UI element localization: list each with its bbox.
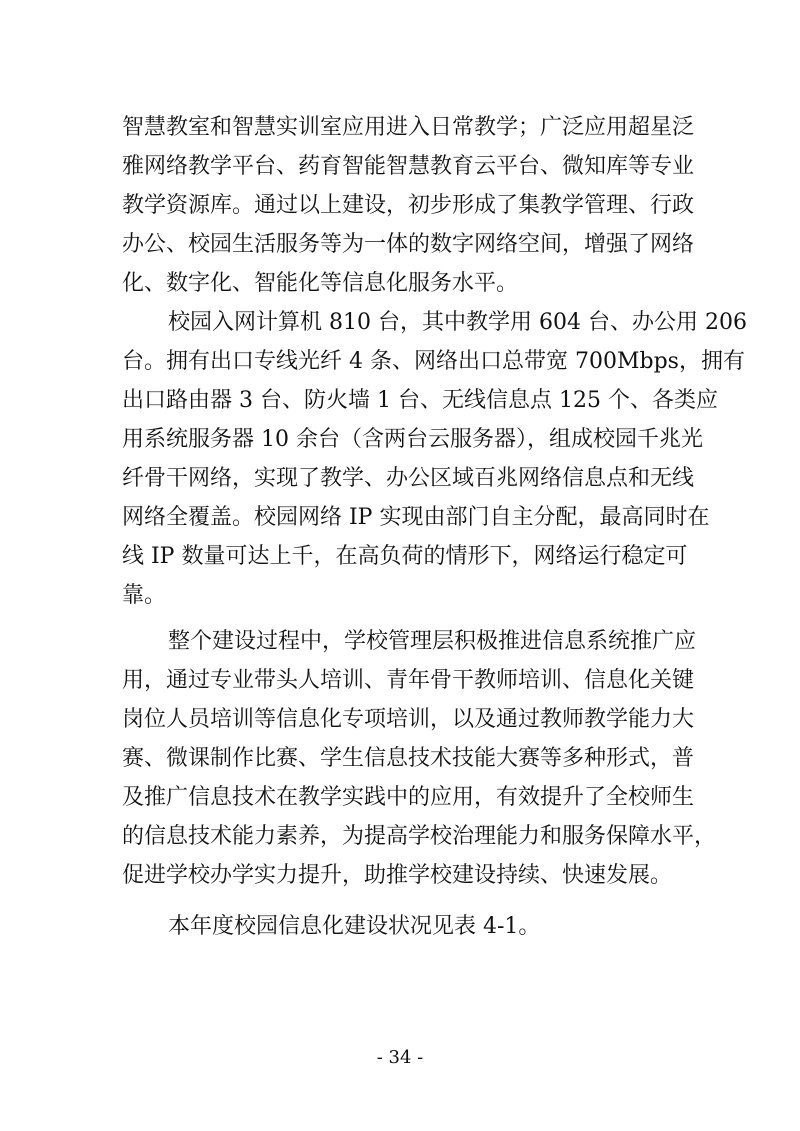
text-line: 本年度校园信息化建设状况见表 4-1。 xyxy=(168,914,541,939)
text-line: 的信息技术能力素养，为提高学校治理能力和服务保障水平， xyxy=(122,824,717,849)
text-line: 纤骨干网络，实现了教学、办公区域百兆网络信息点和无线 xyxy=(122,466,695,491)
text-line: 办公、校园生活服务等为一体的数字网络空间，增强了网络 xyxy=(122,232,695,257)
text-line: 促进学校办学实力提升，助推学校建设持续、快速发展。 xyxy=(122,863,673,888)
text-line: 靠。 xyxy=(122,583,167,608)
text-line: 用系统服务器 10 余台（含两台云服务器），组成校园千兆光 xyxy=(122,427,703,452)
text-line: 赛、微课制作比赛、学生信息技术技能大赛等多种形式，普 xyxy=(122,746,695,771)
text-line: 化、数字化、智能化等信息化服务水平。 xyxy=(122,271,519,296)
text-line: 及推广信息技术在教学实践中的应用，有效提升了全校师生 xyxy=(122,785,695,810)
text-line: 智慧教室和智慧实训室应用进入日常教学；广泛应用超星泛 xyxy=(122,115,695,140)
text-line: 网络全覆盖。校园网络 IP 实现由部门自主分配，最高同时在 xyxy=(122,505,710,530)
text-line: 线 IP 数量可达上千，在高负荷的情形下，网络运行稳定可 xyxy=(122,544,688,569)
page-number: - 34 - xyxy=(376,1047,424,1068)
text-line: 校园入网计算机 810 台，其中教学用 604 台、办公用 206 xyxy=(168,310,747,335)
text-line: 台。拥有出口专线光纤 4 条、网络出口总带宽 700Mbps，拥有 xyxy=(122,349,745,374)
text-line: 出口路由器 3 台、防火墙 1 台、无线信息点 125 个、各类应 xyxy=(122,388,718,413)
text-line: 岗位人员培训等信息化专项培训，以及通过教师教学能力大 xyxy=(122,707,695,732)
text-line: 用，通过专业带头人培训、青年骨干教师培训、信息化关键 xyxy=(122,668,695,693)
text-line: 整个建设过程中，学校管理层积极推进信息系统推广应 xyxy=(168,629,697,654)
text-line: 教学资源库。通过以上建设，初步形成了集教学管理、行政 xyxy=(122,193,695,218)
text-line: 雅网络教学平台、药育智能智慧教育云平台、微知库等专业 xyxy=(122,154,695,179)
